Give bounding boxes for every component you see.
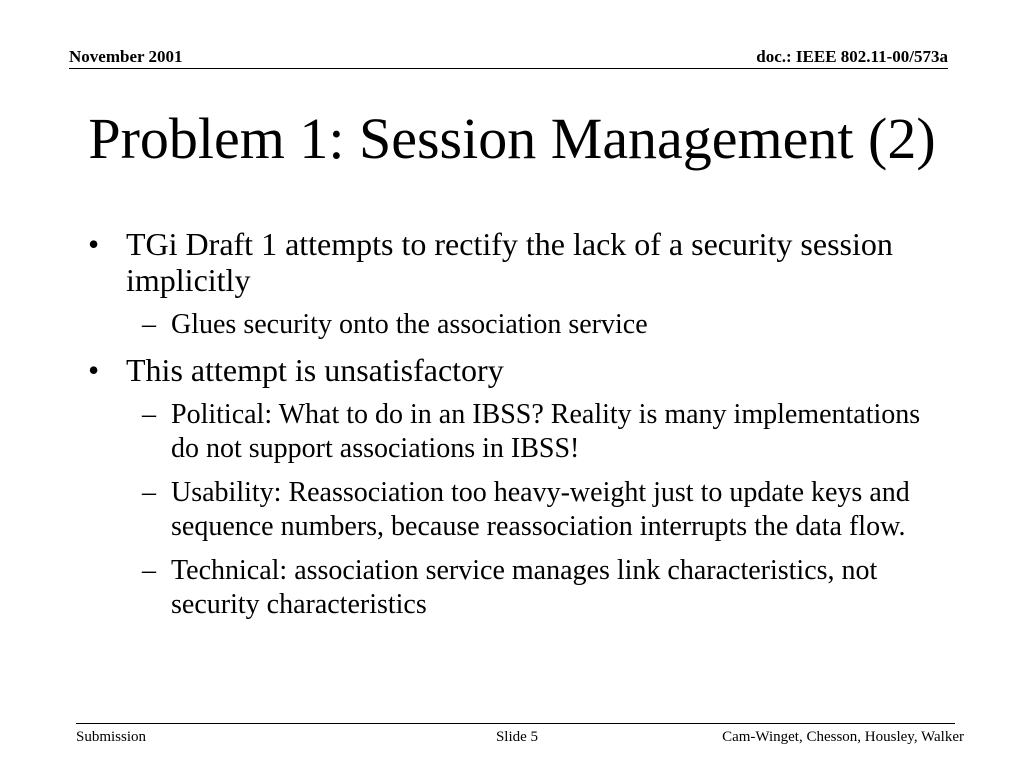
bullet-mark: • bbox=[88, 226, 100, 262]
slide-title: Problem 1: Session Management (2) bbox=[88, 106, 936, 171]
footer-rule bbox=[76, 723, 955, 724]
footer-submission: Submission bbox=[76, 729, 147, 745]
sub-bullet-text: Political: What to do in an IBSS? Reality is many implementations do not support associations in IBSS! bbox=[171, 399, 921, 464]
footer-slide-number: Slide 5 bbox=[495, 729, 539, 745]
header-date: November 2001 bbox=[69, 47, 183, 66]
sub-bullet-mark: – bbox=[142, 399, 156, 430]
footer-authors: Cam-Winget, Chesson, Housley, Walker bbox=[722, 729, 964, 745]
sub-bullet-item bbox=[126, 554, 948, 622]
sub-bullet-mark: – bbox=[142, 309, 156, 340]
bullet-item bbox=[88, 352, 948, 388]
header-doc-id: doc.: IEEE 802.11-00/573a bbox=[756, 47, 948, 66]
sub-bullet-text: Usability: Reassociation too heavy-weight just to update keys and sequence numbers, because reassociation interrupts the data flow. bbox=[171, 477, 910, 542]
bullet-mark: • bbox=[88, 352, 100, 388]
bullet-text: TGi Draft 1 attempts to rectify the lack of a security session implicitly bbox=[126, 226, 893, 298]
header-rule bbox=[69, 68, 948, 69]
sub-bullet-item bbox=[126, 308, 948, 342]
bullet-text: This attempt is unsatisfactory bbox=[126, 352, 504, 388]
sub-bullet-text: Glues security onto the association service bbox=[171, 309, 648, 340]
bullet-item bbox=[88, 226, 948, 298]
sub-bullet-mark: – bbox=[142, 555, 156, 586]
sub-bullet-item bbox=[126, 398, 948, 466]
sub-bullet-item bbox=[126, 476, 948, 544]
slide-body bbox=[88, 226, 948, 632]
sub-bullet-mark: – bbox=[142, 477, 156, 508]
sub-bullet-text: Technical: association service manages link characteristics, not security characteristics bbox=[171, 555, 878, 620]
